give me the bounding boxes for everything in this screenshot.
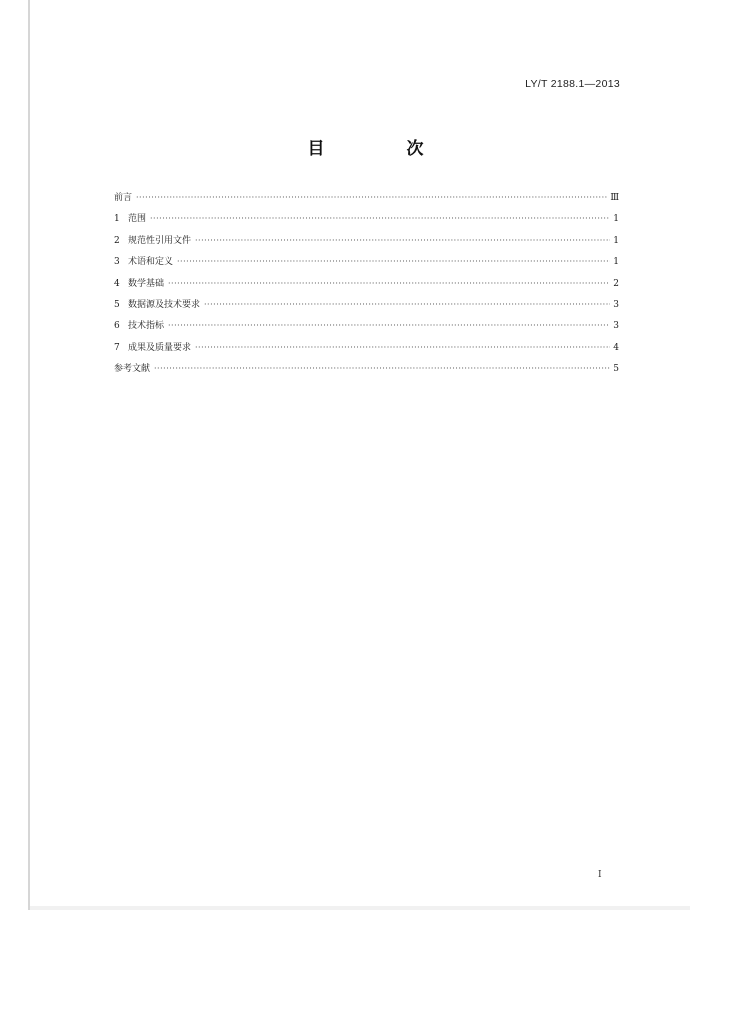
toc-leader-dots — [195, 343, 610, 352]
toc-entry-label: 技术指标 — [128, 321, 165, 332]
toc-entry-number: 3 — [114, 257, 120, 268]
toc-entry-data-sources[interactable] — [114, 297, 619, 318]
toc-entry-page: 5 — [613, 364, 619, 375]
table-of-contents — [114, 190, 619, 383]
toc-entry-label: 规范性引用文件 — [128, 235, 192, 246]
toc-entry-number: 6 — [114, 321, 120, 332]
toc-entry-label: 范围 — [128, 214, 147, 225]
toc-entry-number: 5 — [114, 299, 120, 310]
toc-entry-label: 数学基础 — [128, 278, 165, 289]
standard-code: LY/T 2188.1—2013 — [525, 78, 620, 90]
toc-entry-terms-definitions[interactable] — [114, 254, 619, 275]
toc-leader-dots — [168, 279, 610, 288]
toc-entry-page: Ⅲ — [610, 193, 619, 203]
toc-entry-bibliography[interactable] — [114, 361, 619, 382]
toc-entry-page: 2 — [613, 278, 619, 289]
toc-entry-page: 1 — [613, 257, 619, 268]
toc-entry-page: 4 — [613, 342, 619, 353]
toc-entry-label: 参考文献 — [114, 364, 151, 375]
toc-entry-page: 3 — [613, 321, 619, 332]
scan-bottom-edge — [30, 906, 690, 910]
toc-entry-technical-indicators[interactable] — [114, 318, 619, 339]
toc-entry-page: 1 — [613, 235, 619, 246]
toc-leader-dots — [168, 321, 610, 330]
toc-leader-dots — [177, 257, 610, 266]
toc-entry-number: 7 — [114, 342, 120, 353]
toc-leader-dots — [150, 214, 610, 223]
toc-entry-scope[interactable] — [114, 211, 619, 232]
toc-leader-dots — [154, 364, 610, 373]
page-title: 目 次 — [307, 139, 462, 159]
toc-entry-label: 前言 — [114, 193, 133, 203]
toc-entry-label: 成果及质量要求 — [128, 342, 192, 353]
toc-leader-dots — [136, 193, 607, 202]
toc-entry-number: 4 — [114, 278, 120, 289]
toc-entry-number: 2 — [114, 235, 120, 246]
toc-entry-page: 1 — [613, 214, 619, 225]
toc-entry-number: 1 — [114, 214, 120, 225]
toc-entry-results-quality[interactable] — [114, 340, 619, 361]
toc-entry-label: 术语和定义 — [128, 257, 174, 268]
toc-entry-mathematical-basis[interactable] — [114, 276, 619, 297]
toc-entry-normative-references[interactable] — [114, 233, 619, 254]
toc-entry-page: 3 — [613, 299, 619, 310]
toc-leader-dots — [204, 300, 610, 309]
toc-entry-foreword[interactable] — [114, 190, 619, 211]
page-number: I — [598, 870, 602, 880]
toc-entry-label: 数据源及技术要求 — [128, 299, 201, 310]
toc-leader-dots — [195, 236, 610, 245]
